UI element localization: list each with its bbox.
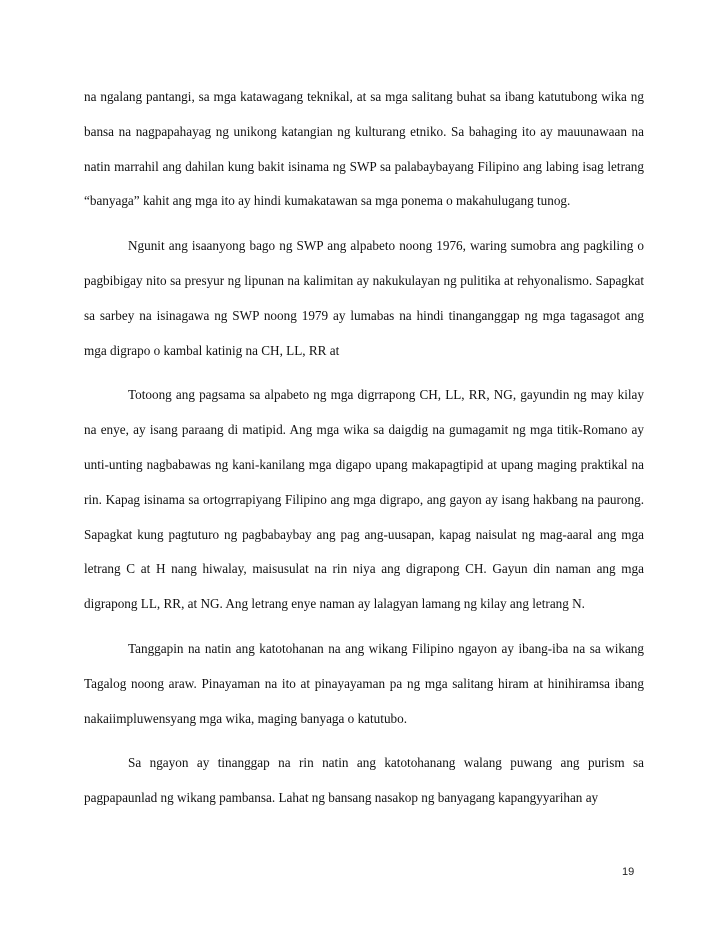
paragraph-digraphs: Totoong ang pagsama sa alpabeto ng mga digrrapong CH, LL, RR, NG, gayundin ng may kilay na enye, ay isang paraang di matipid. Ang mga wika sa daigdig na gumagamit ng mga titik-Romano ay unti-unting nagbabawas ng kani-kanilang mga digapo upang makapagtipid at upang maging praktikal na rin. Kapag isinama sa ortogrrapiyang Filipino ang mga digrapo, ang gayon ay isang hakbang na paurong. Sapagkat kung pagtuturo ng pagbabaybay ang pag ang-uusapan, kapag naisulat ng mag-aaral ang mga letrang C at H nang hiwalay, maisusulat na rin niya ang digrapong CH. Gayun din naman ang mga digrapong LL, RR, at NG. Ang letrang enye naman ay lalagyan lamang ng kilay ang letrang N. [84,387,644,612]
paragraph-purism: Sa ngayon ay tinanggap na rin natin ang katotohanang walang puwang ang purism sa pagpapaunlad ng wikang pambansa. Lahat ng bansang nasakop ng banyagang kapangyyarihan ay [84,755,644,806]
paragraph-swp-alphabet-1976: Ngunit ang isaanyong bago ng SWP ang alpabeto noong 1976, waring sumobra ang pagkiling o pagbibigay nito sa presyur ng lipunan na kalimitan ay nakukulayan ng pulitika at rehyonalismo. Sapagkat sa sarbey na isinagawa ng SWP noong 1979 ay lumabas na hindi tinanganggap ng mga tagasagot ang mga digrapo o kambal katinig na CH, LL, RR at [84,238,644,358]
page-number: 19 [622,866,635,878]
paragraph-continuation: na ngalang pantangi, sa mga katawagang teknikal, at sa mga salitang buhat sa ibang katutubong wika ng bansa na nagpapahayag ng unikong katangian ng kulturang etniko. Sa bahaging ito ay mauunawaan na natin marrahil ang dahilan kung bakit isinama ng SWP sa palabaybayang Filipino ang labing isag letrang “banyaga” kahit ang mga ito ay hindi kumakatawan sa mga ponema o makahulugang tunog. [84,89,644,209]
document-page [84,80,644,826]
paragraph-filipino-vs-tagalog: Tanggapin na natin ang katotohanan na ang wikang Filipino ngayon ay ibang-iba na sa wikang Tagalog noong araw. Pinayaman na ito at pinayayaman pa ng mga salitang hiram at hinihiramsa ibang nakaiimpluwensyang mga wika, maging banyaga o katutubo. [84,640,644,726]
